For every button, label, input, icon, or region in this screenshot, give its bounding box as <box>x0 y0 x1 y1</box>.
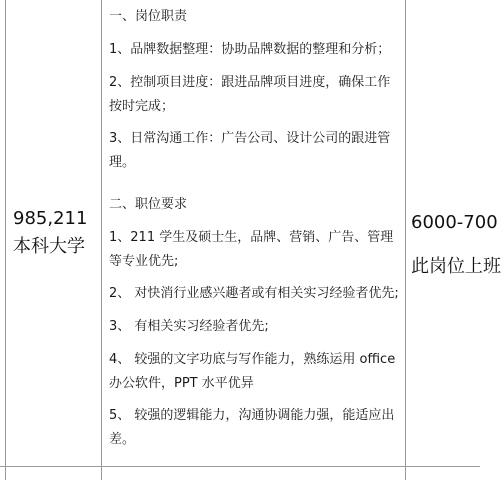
requirements-heading-block <box>109 193 401 217</box>
requirement-item <box>109 315 401 339</box>
table-border-column-1 <box>101 0 102 480</box>
requirement-item-4: 4、 较强的文字功底与写作能力，熟练运用 office 办公软件，PPT 水平优异 <box>109 352 396 391</box>
requirement-item-2: 2、 对快消行业感兴趣者或有相关实习经验者优先; <box>109 286 399 301</box>
education-line-1: 985,211 <box>13 208 88 229</box>
requirement-item <box>109 348 401 396</box>
duties-heading-block <box>109 5 401 29</box>
duty-item-3: 3、日常沟通工作：广告公司、设计公司的跟进管理。 <box>109 131 391 170</box>
table-row-border-bottom <box>0 466 480 467</box>
requirements-heading: 二、职位要求 <box>109 197 188 212</box>
duty-item <box>109 38 401 62</box>
requirement-item-1: 1、211 学生及硕士生，品牌、营销、广告、管理等专业优先; <box>109 230 394 269</box>
table-border-column-2 <box>405 0 406 480</box>
requirement-item <box>109 282 401 306</box>
salary-line-2: 此岗位上班 <box>411 256 501 277</box>
requirement-item <box>109 226 401 274</box>
salary-cell <box>411 201 501 289</box>
duties-heading: 一、岗位职责 <box>109 9 188 24</box>
duty-item <box>109 127 401 175</box>
duty-item <box>109 71 401 119</box>
requirement-item <box>109 404 401 452</box>
requirement-item-5: 5、 较强的逻辑能力，沟通协调能力强，能适应出差。 <box>109 408 395 447</box>
education-cell <box>13 205 87 261</box>
salary-line-1: 6000-700 <box>411 212 498 233</box>
requirement-item-3: 3、 有相关实习经验者优先; <box>109 319 269 334</box>
duty-item-2: 2、控制项目进度：跟进品牌项目进度，确保工作按时完成； <box>109 75 391 114</box>
duty-item-1: 1、品牌数据整理：协助品牌数据的整理和分析； <box>109 42 391 57</box>
table-border-left <box>5 0 6 480</box>
education-line-2: 本科大学 <box>13 236 85 257</box>
